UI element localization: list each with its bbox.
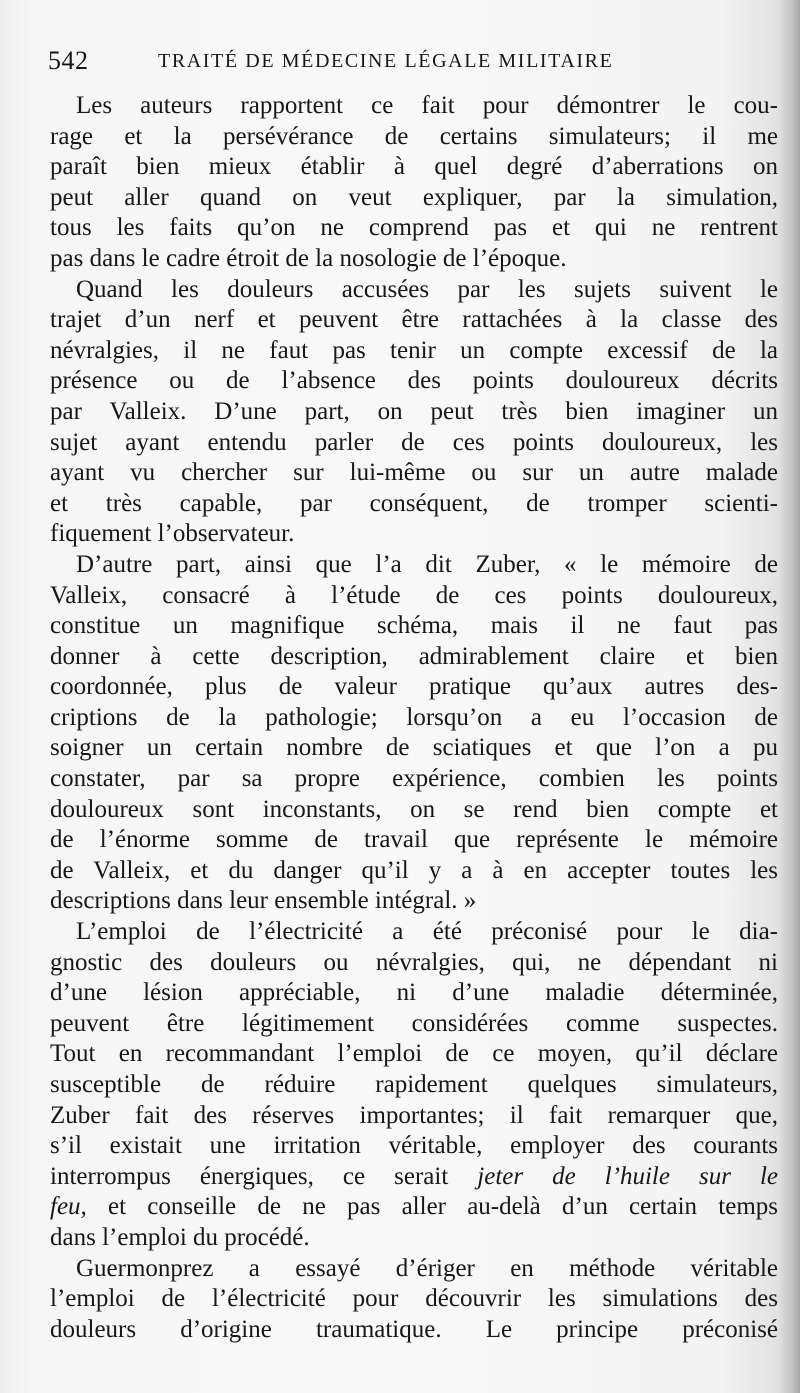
page-edge-shadow [778,0,800,1393]
text-line: Les auteurs rapportent ce fait pour démontrer le cou- [76,92,778,119]
text-line: sujet ayant entendu parler de ces points douloureux, les [50,428,778,456]
text-line: ayant vu chercher sur lui-même ou sur un autre malade [50,459,778,487]
text-line: soigner un certain nombre de sciatiques et que l’on a pu [50,734,778,762]
italic-phrase: jeter de l’huile sur le [477,1162,778,1190]
text-line: susceptible de réduire rapidement quelques simulateurs, [50,1071,778,1098]
text-line: peuvent être légitimement considérées comme suspectes. [50,1009,778,1037]
text-line: dans l’emploi du procédé. [50,1223,310,1251]
text-line: donner à cette description, admirablement claire et bien [50,642,778,670]
page-number: 542 [48,46,89,75]
text-line: tous les faits qu’on ne comprend pas et qui ne rentrent [50,214,778,242]
text-line: D’autre part, ainsi que l’a dit Zuber, « le mémoire de [76,550,778,578]
text-line [50,1192,778,1223]
text-segment: et conseille de ne pas aller au-delà d’un certain temps [108,1193,779,1221]
text-segment: interrompus énergiques, ce serait [50,1162,449,1190]
text-line: rage et la persévérance de certains simulateurs; il me [50,122,778,150]
body-text [50,91,778,1345]
text-line: paraît bien mieux établir à quel degré d’aberrations on [50,153,778,181]
text-line: douloureux sont inconstants, on se rend bien compte et [50,795,778,823]
text-line: gnostic des douleurs ou névralgies, qui, ne dépendant ni [50,948,778,976]
text-line: par Valleix. D’une part, on peut très bien imaginer un [50,397,778,425]
text-line: névralgies, il ne faut pas tenir un compte excessif de la [50,336,778,364]
italic-phrase: feu, [50,1193,87,1221]
text-line: Valleix, consacré à l’étude de ces points douloureux, [50,581,778,609]
text-line: Quand les douleurs accusées par les sujets suivent le [76,275,778,303]
text-line: de Valleix, et du danger qu’il y a à en accepter toutes les [50,856,778,884]
text-line: criptions de la pathologie; lorsqu’on a eu l’occasion de [50,703,778,731]
text-line: s’il existait une irritation véritable, employer des courants [50,1132,778,1160]
text-line: l’emploi de l’électricité pour découvrir les simulations des [50,1285,778,1313]
text-line [50,1162,778,1193]
text-line: constitue un magnifique schéma, mais il ne faut pas [50,612,778,640]
text-line: Guermonprez a essayé d’ériger en méthode véritable [76,1254,778,1282]
text-line: douleurs d’origine traumatique. Le principe préconisé [50,1315,778,1343]
page-header [48,46,688,78]
text-line: Zuber fait des réserves importantes; il fait remarquer que, [50,1101,778,1129]
text-line: d’une lésion appréciable, ni d’une maladie déterminée, [50,979,778,1007]
text-line: constater, par sa propre expérience, combien les points [50,765,778,793]
text-line: peut aller quand on veut expliquer, par la simulation, [50,183,778,211]
text-line: coordonnée, plus de valeur pratique qu’aux autres des- [50,673,778,701]
text-line: présence ou de l’absence des points douloureux décrits [50,367,778,395]
text-line: Tout en recommandant l’emploi de ce moyen, qu’il déclare [50,1040,778,1068]
text-line: de l’énorme somme de travail que représente le mémoire [50,826,778,854]
text-line: fiquement l’observateur. [50,520,295,548]
text-line: L’emploi de l’électricité a été préconisé pour le dia- [76,918,778,946]
text-line: descriptions dans leur ensemble intégral. » [50,887,477,915]
text-line: pas dans le cadre étroit de la nosologie de l’époque. [50,244,567,272]
text-line: trajet d’un nerf et peuvent être rattachées à la classe des [50,306,778,334]
running-title: TRAITÉ DE MÉDECINE LÉGALE MILITAIRE [158,50,614,72]
text-line: et très capable, par conséquent, de tromper scienti- [50,489,778,517]
